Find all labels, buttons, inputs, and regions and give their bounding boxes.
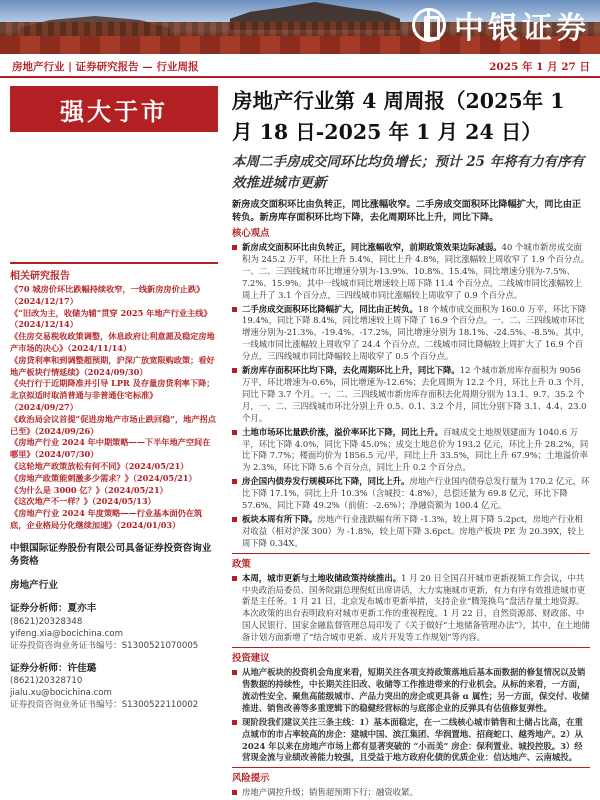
related-report-title: 《70 城房价环比跌幅持续收窄，一线新房房价止跌》 [10, 284, 205, 294]
core-views-title: 核心观点 [232, 228, 270, 239]
related-report-title: 《“旧改为主，收储为辅”贯穿 2025 年地产行业主线》 [10, 307, 212, 318]
paragraph-lead: 新房成交面积环比由负转正，同比涨幅收窄，前期政策效果边际减弱。 [242, 242, 502, 252]
paragraph-body: 房地产行业涨跌幅有所下降 -1.3%，较上周下降 5.2pct，房地产行业相对收益（相对沪深 300）为 -1.8%，较上周下降 3.6pct。房地产板块 PE 为 20.39X，较上周下降 0.34X。 [242, 513, 585, 548]
related-report-title: 《房地产行业 2024 年度策略——行业基本面仍在筑底，企业格局分化继续加速》 [10, 508, 203, 530]
bullet-paragraph [232, 573, 590, 644]
related-report-date: （2024/09/27） [10, 401, 78, 412]
bullet-paragraph [232, 365, 590, 425]
square-bullet-icon [232, 479, 237, 484]
brand-name: 中银证券 [454, 11, 590, 46]
related-report-title: 《房地产政策能刺激多少需求？》 [10, 472, 133, 483]
related-report-item[interactable] [10, 308, 218, 332]
square-bullet-icon [232, 670, 237, 675]
related-report-title: 《政治局会议首提“促进房地产市场止跌回稳”，地产拐点已至》 [10, 413, 216, 436]
related-report-item[interactable] [10, 355, 218, 379]
report-subtitle: 本周二手房成交同环比均负增长；预计 25 年将有力有序有效推进城市更新 [232, 154, 585, 191]
analyst-2-cert: 证券投资咨询业务证书编号：S1300522110002 [10, 700, 199, 711]
paragraph-body: 百城成交土地规划建面为 1040.6 万平，环比下降 4.0%，同比下降 45.0%；成交土地总价为 193.2 亿元，环比上升 28.2%，同比下降 7.7%；楼面均价为 1856.5 元/平，同比上升 33.5%，同比上升 67.9%；土地溢价率为 2.3%，环比下降 5.6 个百分点，同比上升 0.2 个百分点。 [242, 426, 589, 473]
related-report-date: （2024/05/21） [104, 484, 168, 495]
analyst-2-name: 证券分析师：许佳璐 [10, 662, 97, 674]
bullet-paragraph [232, 427, 590, 475]
bullet-paragraph [232, 787, 590, 799]
square-bullet-icon [232, 790, 237, 795]
square-bullet-icon [232, 430, 237, 435]
analyst-1-phone: (8621)20328348 [10, 616, 83, 627]
bank-logo-icon [412, 8, 446, 42]
related-report-item[interactable] [10, 508, 218, 532]
paragraph-body: 40 个城市新房成交面积为 245.2 万平，环比上升 5.4%，同比上升 4.8%，同比涨幅较上周收窄了 1.9 个百分点。一、二、三四线城市环比增速分别为-13.9%、10.8%、15.4%，同比增速分别为-7.5%、7.2%、15.9%。其中一线城市同比增速较上周下降 11.4 个百分点，二线城市同比涨幅较上周上升了 3.1 个百分点，三四线城市同比涨幅较上周收窄了 0.9 个百分点。 [242, 242, 590, 300]
brand [412, 6, 590, 44]
paragraph-lead: 土地市场环比量跌价涨，溢价率环比下降，同比上升。 [242, 426, 443, 437]
paragraph-lead: 新房库存面积环比均下降，去化周期环比上升，同比下降。 [242, 365, 460, 376]
analyst-1-email[interactable]: yifeng.xia@bocichina.com [10, 628, 123, 639]
paragraph-body: 现阶段我们建议关注三条主线：1）基本面稳定，在一二线核心城市销售和土储占比高，在重点城市的市占率较高的房企：建城中国、滨江集团、华润置地、招商蛇口、越秀地产。2）从 2024 年以来在房地产市场上都有显著突破的 “小而美” 房企：保利置业、城投控股。3）经营现金流与业绩改善能力较强，且受益于地方政府化债的优质企业：信达地产、云南城投。 [242, 716, 583, 763]
related-reports-title: 相关研究报告 [10, 262, 218, 282]
related-report-date: （2024/12/14） [10, 319, 78, 330]
risk-title: 风险提示 [232, 773, 270, 785]
report-title: 房地产行业第 4 周周报（2025年 1 月 18 日-2025 年 1 月 24 日） [232, 89, 565, 144]
related-report-title: 《央行行于近期降准并引导 LPR 及存量房贷利率下降；北京拟适时取消普通与非普通住宅标准》 [10, 378, 215, 401]
square-bullet-icon [232, 720, 237, 725]
paragraph-lead: 二手房成交面积环比降幅扩大，同比由正转负。 [242, 303, 418, 314]
bullet-paragraph [232, 242, 590, 302]
related-report-date: （2024/12/17） [10, 295, 78, 306]
related-report-item[interactable] [10, 437, 218, 461]
bullet-paragraph [232, 476, 590, 512]
related-report-title: 《房贷利率和到调整超预期，沪深广放宽限购政策；看好地产板块行情延续》 [10, 354, 215, 377]
header-banner [0, 0, 600, 54]
related-report-date: （2024/01/03） [116, 519, 181, 530]
related-report-date: （2024/09/30） [83, 366, 148, 377]
related-report-title: 《这次地产不一样？》 [10, 496, 92, 507]
paragraph-lead: 房企国内债券发行规模环比下降，同比上升。 [242, 476, 410, 487]
lead-summary: 新房成交面积环比由负转正，同比涨幅收窄。二手房成交面积环比降幅扩大，同比由正转负。新房库存面积环比均下降，去化周期环比上升，同比下降。 [232, 199, 582, 223]
square-bullet-icon [232, 576, 237, 581]
paragraph-lead: 板块本周有所下降。 [242, 513, 318, 524]
square-bullet-icon [232, 517, 237, 522]
related-report-title: 《房地产行业 2024 年中期策略——下半年地产空间在哪里》 [10, 437, 211, 460]
investment-title: 投资建议 [232, 653, 270, 665]
related-report-title: 《为什么是 3000 亿？》 [10, 484, 104, 495]
bullet-paragraph [232, 514, 590, 550]
related-report-date: （2024/07/30） [34, 449, 99, 460]
related-report-title: 《这轮地产政策放松有何不同》 [10, 460, 125, 471]
paragraph-body: 房地产调控升级；销售超预期下行；融资收紧。 [242, 787, 418, 798]
analyst-1-name: 证券分析师：夏亦丰 [10, 603, 97, 615]
square-bullet-icon [232, 307, 237, 312]
analyst-1-cert: 证券投资咨询业务证书编号：S1300521070005 [10, 640, 199, 651]
related-report-date: （2024/11/14） [67, 342, 132, 353]
paragraph-body: 12 个城市新房库存面积为 9056 万平，环比增速为-0.6%，同比增速为-12.6%；去化周期为 12.2 个月，环比上升 0.3 个月，同比下降 3.7 个月。一、二、三四线城市新房库存面积去化周期分别为 13.1、9.7、35.2 个月，一、二、三四线城市环比分别上升 0.5、0.1、3.2 个月，同比分别下降 3.1、4.4、23.0 个月。 [242, 365, 590, 423]
square-bullet-icon [232, 245, 237, 250]
related-report-item[interactable] [10, 378, 218, 413]
related-report-item[interactable] [10, 331, 218, 355]
related-report-item[interactable] [10, 284, 218, 308]
bullet-paragraph [232, 667, 590, 715]
investment-list [232, 667, 590, 764]
related-report-date: （2024/05/13） [91, 496, 156, 507]
rating-badge: 强大于市 [10, 86, 218, 132]
paragraph-body: 从地产板块的投资机会角度来看，短期关注各项支持政策落地后基本面数据的修复情况以及销售数据的持续性，中长期关注旧改、收储等工作推进带来的行业机会。从标的来看，一方面，流动性安全、聚焦高能级城市、产品力突出的房企或更具备 α 属性；另一方面，保交付、收储推进、销售改善等多重逻辑下的稳健经营标的与底部企业的反弹具有估值修复弹性。 [242, 667, 590, 713]
paragraph-body: 房地产行业国内债券总发行量为 170.2 亿元，环比下降 17.1%，同比上升 10.3%（含城投：4.8%），总偿还量为 69.8 亿元，环比下降 57.6%，同比下降 49.2%（前值：-2.6%）；净融资额为 100.4 亿元。 [242, 476, 590, 511]
related-report-item[interactable] [10, 485, 218, 497]
analyst-2-phone: (8621)20328710 [10, 676, 83, 687]
breadcrumb: 房地产行业 | 证券研究报告 — 行业周报 [12, 61, 199, 73]
report-date: 2025 年 1 月 27 日 [489, 61, 590, 73]
square-bullet-icon [232, 368, 237, 373]
policy-list [232, 573, 590, 644]
analyst-2-email[interactable]: jialu.xu@bocichina.com [10, 688, 112, 699]
related-reports-list [10, 284, 218, 532]
paragraph-lead: 本周，城市更新与土地收储政策持续推出。 [242, 572, 402, 583]
main-content [232, 224, 590, 800]
related-report-item[interactable] [10, 496, 218, 508]
related-report-item[interactable] [10, 461, 218, 473]
company-note: 中银国际证券股份有限公司具备证券投资咨询业务资格 [10, 542, 212, 568]
core-views-list [232, 242, 590, 550]
risk-list [232, 787, 590, 799]
related-report-date: （2024/09/26） [34, 425, 99, 436]
related-report-item[interactable] [10, 414, 218, 438]
category-strip [0, 54, 600, 78]
paragraph-body: 18 个城市成交面积为 160.0 万平，环比下降 19.4%，同比下降 8.4%，同比增速较上周下降了 16.9 个百分点。一、二、三四线城市环比增速分别为-21.3%、-19.4%、-17.2%，同比增速分别为 18.1%、-24.5%、-8.5%。其中，一线城市同比涨幅较上周收窄了 24.4 个百分点，二线城市同比降幅较上周扩大了 16.9 个百分点，三四线城市同比降幅较上周收窄了 0.5 个百分点。 [242, 303, 589, 362]
paragraph-body: 1 月 20 日全国召开城市更新视频工作会议，中共中央政治局委员、国务院副总理倪虹出席讲话，大力实施城市更新，有力有序有效推进城市更新是主任务。1 月 21 日，北京发布城市更新举措，支持企业“腾笼换鸟”盘活存量土地资源。本次政策的出台表明政府对城市更新工作的重视程度。1 月 22 日，自然资源部、财政部、中国人民银行、国家金融监督管理总局印发了《关于做好“土地储备管理办法”》，其中，在土地储备计划方面新增了“结合城市更新、成片开发等工作规划”等内容。 [242, 572, 590, 643]
related-report-item[interactable] [10, 473, 218, 485]
industry-label: 房地产行业 [10, 579, 58, 591]
sidebar [10, 262, 218, 711]
related-report-date: （2024/05/21） [124, 460, 189, 471]
related-report-title: 《住房交易税收政策调整，休息政府让利意愿及稳定房地产市场的决心》 [10, 331, 215, 353]
bullet-paragraph [232, 304, 590, 364]
policy-title: 政策 [232, 558, 251, 570]
bullet-paragraph [232, 717, 590, 765]
related-report-date: （2024/05/21） [132, 472, 197, 483]
